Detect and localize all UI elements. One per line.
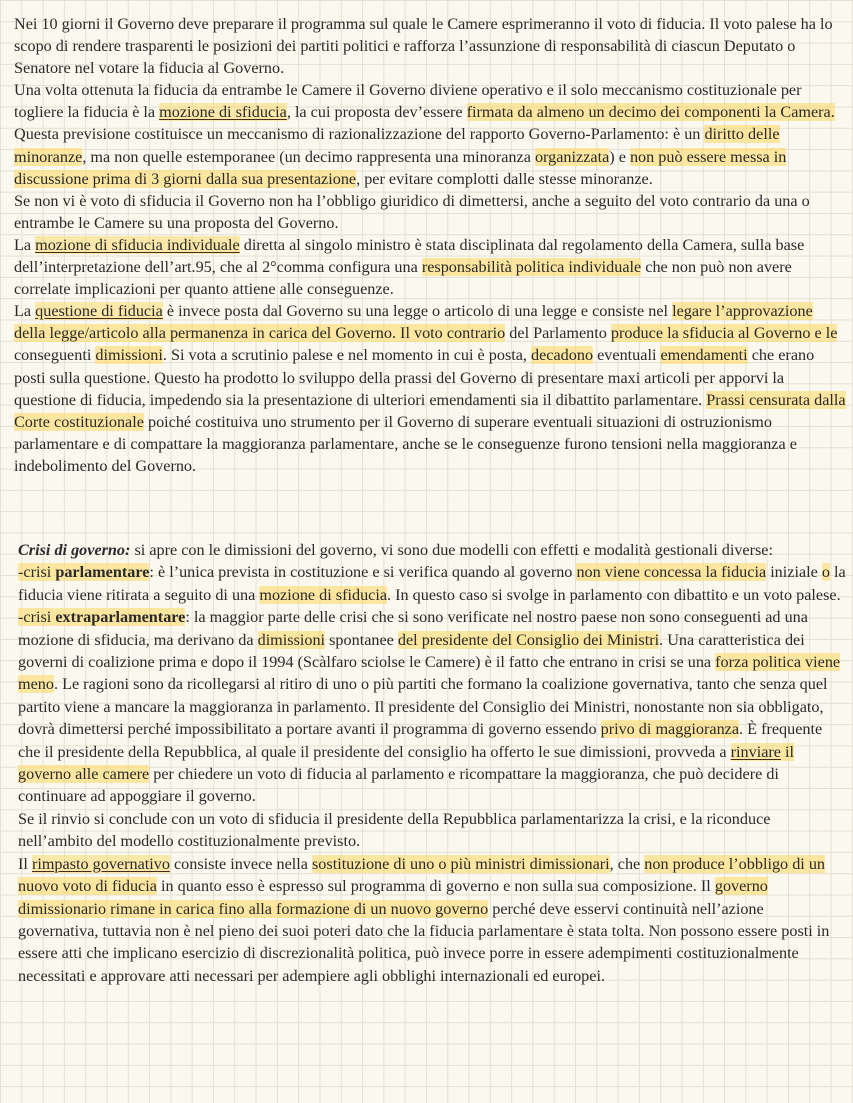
highlighted-text: non viene concessa la fiducia [576, 563, 767, 582]
underlined-term: questione di fiducia [35, 302, 163, 321]
text: . Le ragioni sono da ricollegarsi al ritiro di uno o più partiti che formano la coalizione governativa, tanto che senza quel partito viene a mancare la maggioranza in parlamento. Il presidente del Consiglio dei Ministri, nonostante non sia obbligato, dovrà dimettersi perché impossibilitato a portare avanti il programma di governo essendo [18, 675, 828, 739]
highlighted-text: non produce l’obbligo di un nuovo voto di fiducia [18, 854, 826, 896]
text: la fiducia viene ritirata a seguito di una [18, 563, 846, 604]
text: , per evitare complotti dalle stesse minoranze. [356, 169, 653, 188]
highlighted-text: il governo alle camere [18, 742, 795, 784]
section-heading: Crisi di governo: [18, 541, 131, 559]
text: Nei 10 giorni il Governo deve preparare il programma sul quale le Camere esprimeranno il voto di fiducia. Il voto palese ha lo scopo di rendere trasparenti le posizioni dei partiti politici e rafforza l’assunzione di responsabilità di ciascun Deputato o Senatore nel votare la fiducia al Governo. [14, 15, 833, 78]
bold-term: extraparlamentare [55, 608, 186, 627]
text: perché deve esservi continuità nell’azione governativa, tuttavia non è nel pieno dei suoi poteri dato che la fiducia parlamentare è stata tolta. Non possono essere posti in essere atti che implicano esercizio di discrezionalità politica, può invece porre in essere adempimenti costituzionalmente necessitati e approvare atti necessari per adempiere agli obblighi internazionali ed europei. [18, 899, 830, 985]
paragraph-questione-fiducia [14, 300, 846, 477]
highlighted-text: governo dimissionario rimane in carica fino alla formazione di un nuovo governo [18, 877, 768, 918]
highlighted-text: sostituzione di uno o più ministri dimissionari [312, 854, 610, 873]
text: Se il rinvio si conclude con un voto di sfiducia il presidente della Repubblica parlamentarizza la crisi, e la riconduce nell’ambito del modello costituzionalmente previsto. [18, 809, 771, 851]
highlighted-text: produce la sfiducia al Governo e le [610, 324, 838, 343]
highlighted-text: emendamenti [660, 346, 748, 365]
text: in quanto esso è espresso sul programma di governo e non sulla sua composizione. Il [156, 877, 715, 896]
text: Questa previsione costituisce un meccanismo di razionalizzazione del rapporto Governo-Parlamento: è un [14, 125, 705, 144]
text: : la maggior parte delle crisi che si sono verificate nel nostro paese non sono conseguenti ad una mozione di sfiducia, ma derivano da [18, 608, 808, 649]
highlighted-text: diritto delle minoranze [14, 125, 780, 166]
highlighted-text: Prassi censurata dalla Corte costituzionale [14, 390, 846, 431]
highlighted-text: firmata da almeno un decimo dei componenti la Camera. [466, 103, 835, 122]
underlined-term: mozione di sfiducia [159, 103, 287, 122]
text: conseguenti [14, 346, 96, 365]
highlighted-text: del presidente del Consiglio dei Ministri [397, 630, 660, 649]
section-crisi-governo [18, 539, 846, 987]
text: . In questo caso si svolge in parlamento con dibattito e un voto palese. [387, 585, 841, 604]
highlighted-text: organizzata [534, 147, 610, 166]
text: La [14, 235, 36, 254]
highlighted-text: dimissioni [257, 630, 326, 649]
bold-term: parlamentare [55, 563, 150, 582]
text: si apre con le dimissioni del governo, vi sono due modelli con effetti e modalità gestionali diverse: [130, 541, 773, 559]
highlighted-text: mozione di sfiducia [259, 585, 388, 604]
text: per chiedere un voto di fiducia al parlamento e ricompattare la maggioranza, che può decidere di continuare ad appoggiare il governo. [18, 765, 779, 806]
text: : è l’unica prevista in costituzione e si verifica quando al governo [149, 563, 577, 582]
text: del Parlamento [505, 324, 611, 343]
highlighted-text: non può essere messa in discussione prima di 3 giorni dalla sua presentazione [14, 147, 787, 188]
text: consiste invece nella [169, 854, 312, 873]
paragraph-rinvio [18, 808, 846, 853]
text: Il [18, 854, 32, 873]
text: , che [609, 854, 645, 873]
text: . Una caratteristica dei governi di coalizione prima e dopo il 1994 (Scàlfaro sciolse le Camere) è il fatto che entrano in crisi se una [18, 630, 805, 672]
paragraph-obbligo-dimissioni [14, 190, 846, 234]
text: La [14, 302, 36, 321]
underlined-term: mozione di sfiducia individuale [35, 235, 240, 254]
highlighted-text: -crisi [18, 608, 56, 627]
paragraph-crisi-extraparlamentare [18, 606, 846, 808]
paragraph-mozione-sfiducia [14, 79, 846, 189]
text: iniziale [766, 563, 822, 582]
highlighted-text: decadono [531, 346, 594, 365]
paragraph-crisi-parlamentare [18, 561, 846, 606]
highlighted-text: forza politica viene meno [18, 653, 841, 694]
text: , la cui proposta dev’essere [286, 103, 467, 122]
paragraph-sfiducia-individuale [14, 234, 846, 300]
highlighted-text: -crisi [18, 563, 56, 582]
text: . Si vota a scrutinio palese e nel momento in cui è posta, [162, 346, 532, 365]
text: che non può non avere correlate implicazioni per quanto attiene alle conseguenze. [14, 258, 792, 299]
section-fiducia [14, 13, 846, 477]
highlighted-text: o [821, 563, 830, 582]
text: , ma non quelle estemporanee (un decimo rappresenta una minoranza [82, 147, 535, 166]
text: poiché costituiva uno strumento per il Governo di superare eventuali situazioni di ostruzionismo parlamentare e di compattare la maggioranza parlamentare, anche se le conseguenze furono tensioni nella maggioranza e indebolimento del Governo. [14, 412, 797, 475]
paragraph-crisi-intro [18, 539, 846, 561]
paragraph-voto-fiducia [14, 13, 846, 79]
text: Se non vi è voto di sfiducia il Governo non ha l’obbligo giuridico di dimettersi, anche a seguito del voto contrario da una o entrambe le Camere su una proposta del Governo. [14, 191, 810, 232]
text: eventuali [593, 346, 661, 365]
text: che erano posti sulla questione. Questo ha prodotto lo sviluppo della prassi del Governo di presentare maxi articoli per apporvi la questione di fiducia, impedendo sia la presentazione di ulteriori emendamenti sia il dibattito parlamentare. [14, 346, 815, 409]
text: . È frequente che il presidente della Repubblica, al quale il presidente del consiglio ha offerto le sue dimissioni, provveda a [18, 720, 823, 761]
paragraph-rimpasto [18, 853, 846, 987]
highlighted-text: legare l’approvazione della legge/articolo alla permanenza in carica del Governo. Il voto contrario [14, 302, 813, 343]
text: Una volta ottenuta la fiducia da entrambe le Camere il Governo diviene operativo e il solo meccanismo costituzionale per togliere la fiducia è la [14, 81, 802, 122]
text: è invece posta dal Governo su una legge o articolo di una legge e consiste nel [162, 302, 673, 321]
underlined-term: rinviare [730, 742, 781, 761]
underlined-term: rimpasto governativo [31, 854, 170, 873]
highlighted-text: responsabilità politica individuale [421, 258, 642, 277]
text: ) e [609, 147, 630, 166]
text: diretta al singolo ministro è stata disciplinata dal regolamento della Camera, sulla base dell’interpretazione dell’art.95, che al 2°comma configura una [14, 235, 805, 277]
highlighted-text: dimissioni [95, 346, 163, 365]
text: spontanee [325, 630, 398, 649]
highlighted-text: privo di maggioranza [600, 720, 740, 739]
